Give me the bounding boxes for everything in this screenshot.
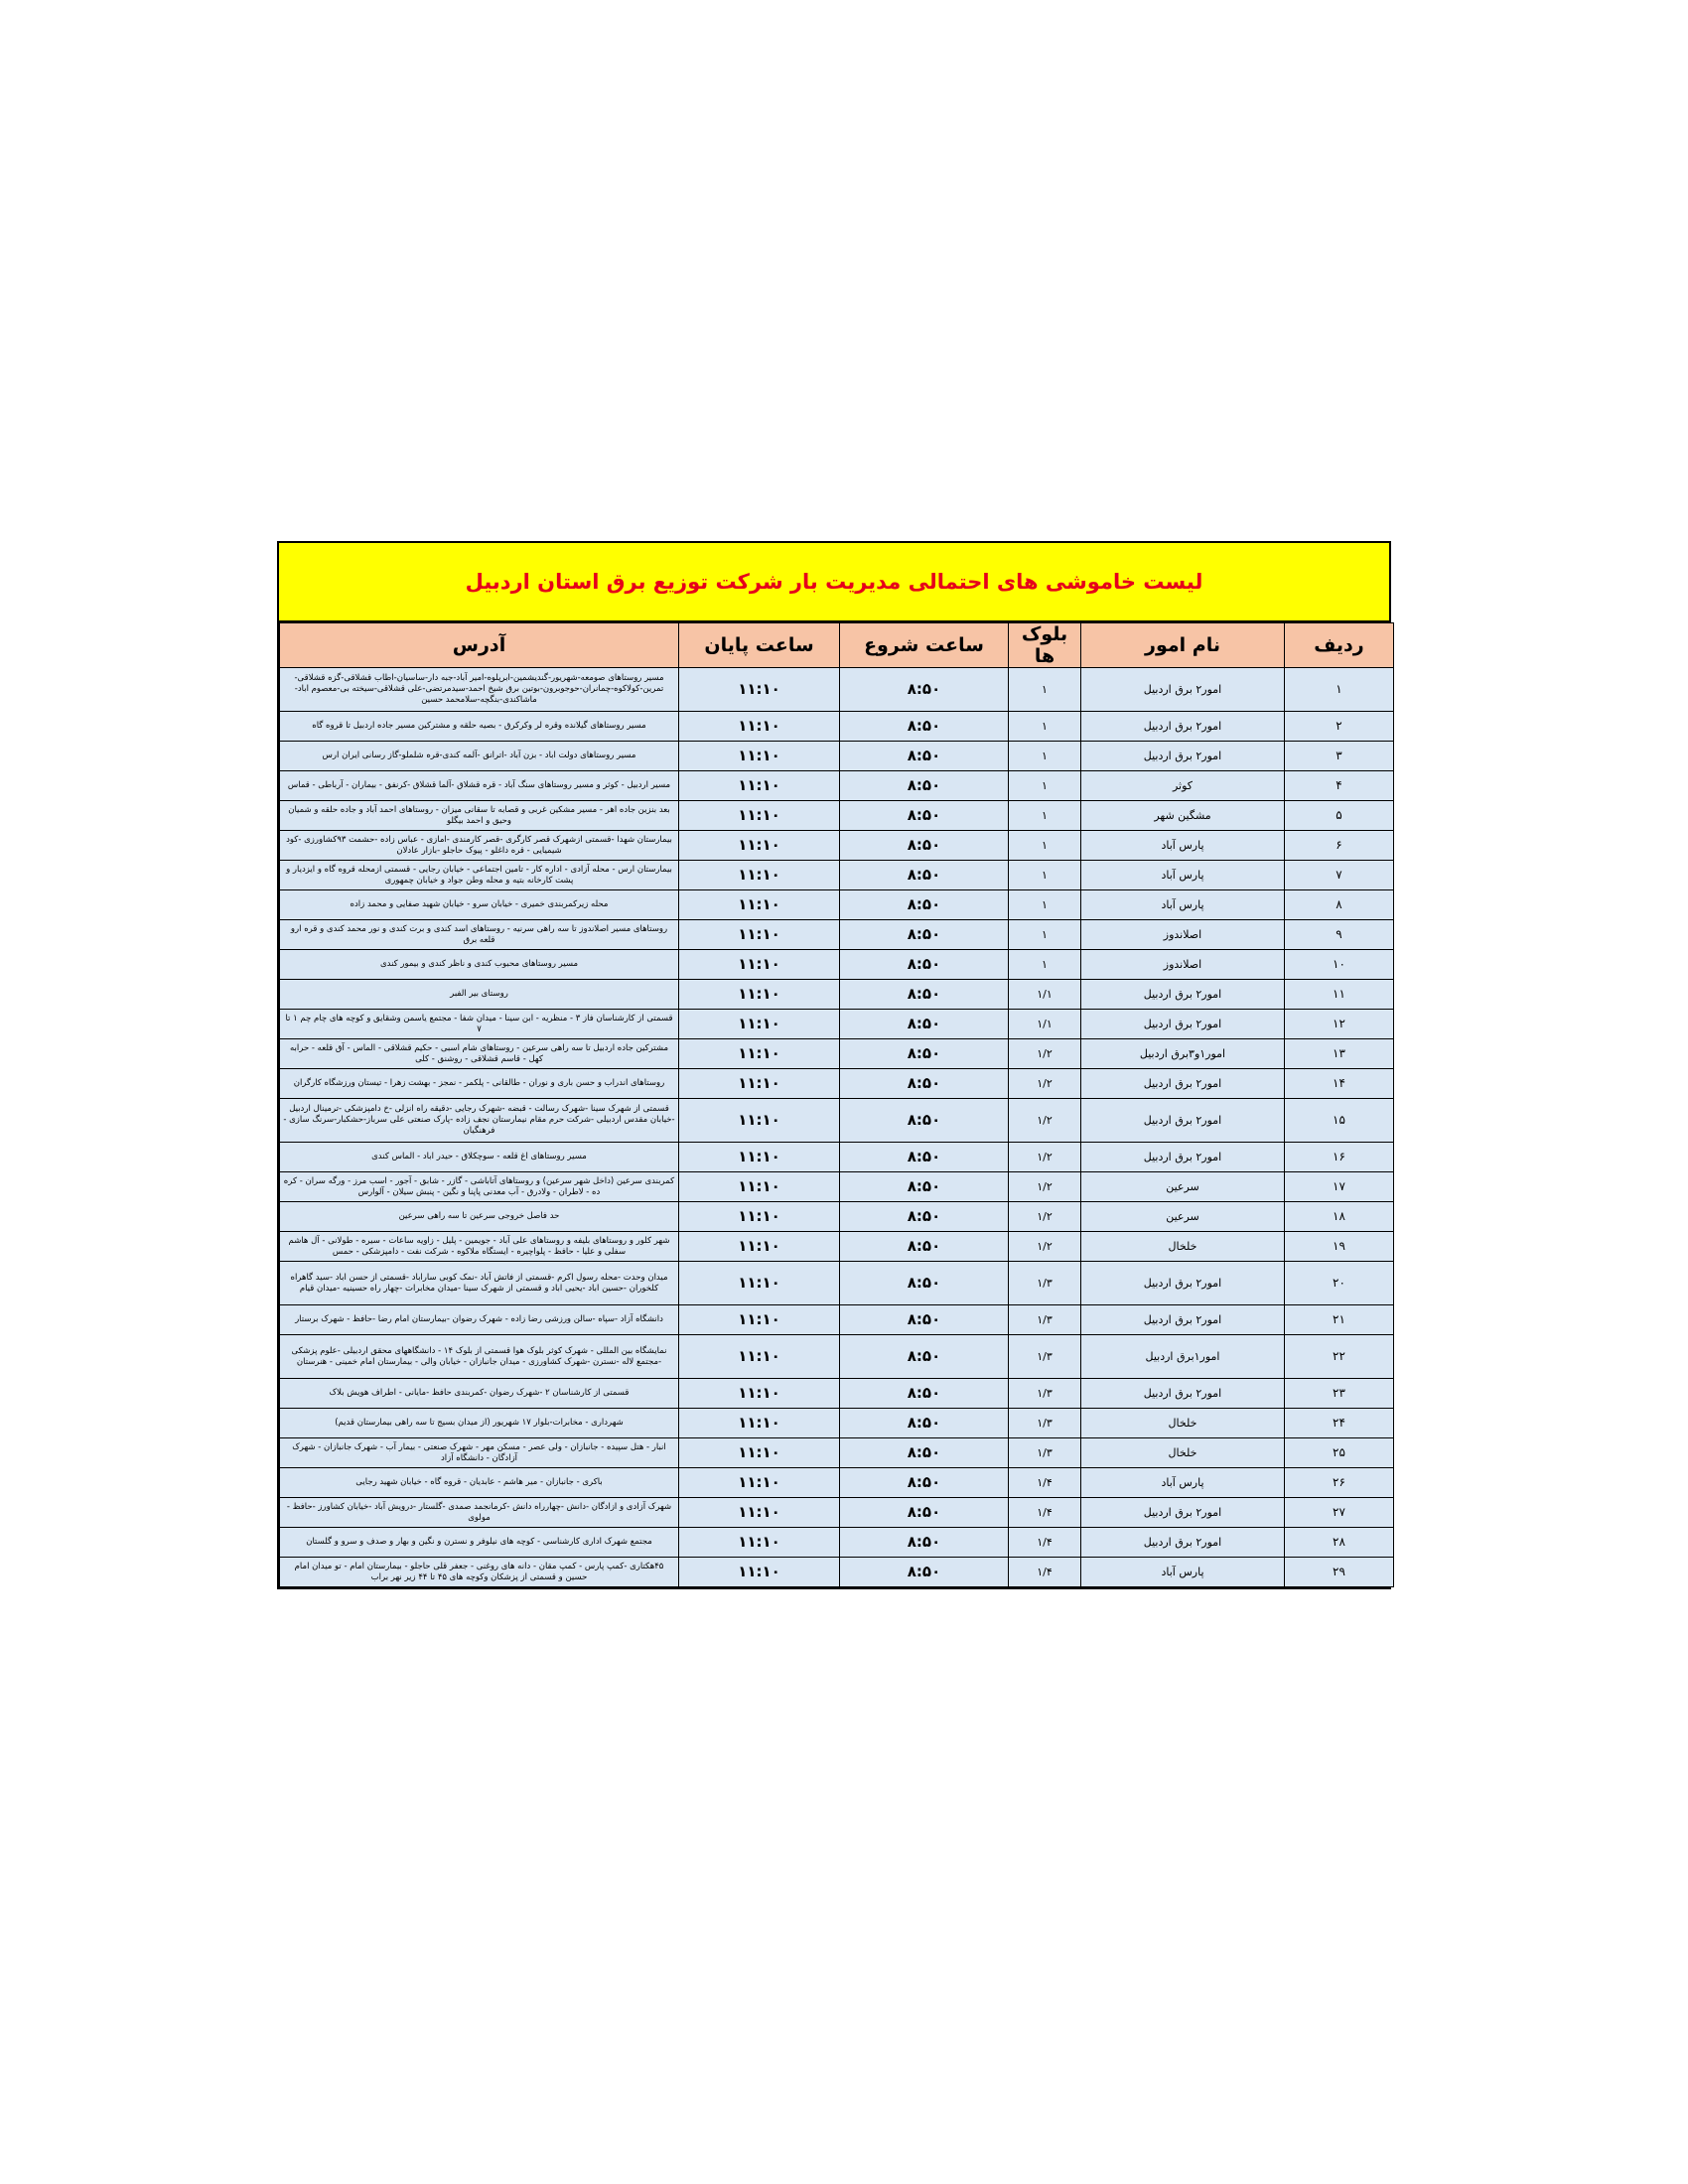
address: مجتمع شهرک اداری کارشناسی - کوچه های نیلوفر و نسترن و نگین و بهار و صدف و سرو و گلستان bbox=[280, 1528, 679, 1558]
table-row bbox=[280, 742, 1394, 771]
block-number: ۱/۴ bbox=[1009, 1558, 1081, 1587]
row-number: ۲۵ bbox=[1285, 1438, 1394, 1468]
start-time: ۸:۵۰ bbox=[840, 861, 1009, 890]
address: دانشگاه آزاد -سپاه -سالن ورزشی رضا زاده - شهرک رضوان -بیمارستان امام رضا -حافظ - شهرک برستار bbox=[280, 1305, 679, 1335]
end-time: ۱۱:۱۰ bbox=[679, 1379, 840, 1409]
block-number: ۱ bbox=[1009, 920, 1081, 950]
block-number: ۱/۳ bbox=[1009, 1335, 1081, 1379]
start-time: ۸:۵۰ bbox=[840, 831, 1009, 861]
end-time: ۱۱:۱۰ bbox=[679, 1438, 840, 1468]
row-number: ۲۴ bbox=[1285, 1409, 1394, 1438]
office-name: خلخال bbox=[1081, 1232, 1285, 1262]
block-number: ۱ bbox=[1009, 668, 1081, 712]
table-row bbox=[280, 1099, 1394, 1143]
row-number: ۲۶ bbox=[1285, 1468, 1394, 1498]
address: باکری - جانبازان - میر هاشم - عابدیان - قروه گاه - خیابان شهید رجایی bbox=[280, 1468, 679, 1498]
address: مسیر روستاهای صومعه-شهریور-گندیشمین-ابرپلوه-امیر آباد-جبه دار-ساسیان-اطاب قشلاقی-گزه قشلاقی-تمرین-کولاکوه-چمانران-حوجوبرون-بوتین برق شیخ احمد-سیدمرتضی-علی قشلاقی-سیخته بی-معصوم اباد-ماشاکندی-بنگچه-سلامحمد حسین bbox=[280, 668, 679, 712]
end-time: ۱۱:۱۰ bbox=[679, 1498, 840, 1528]
table-row bbox=[280, 801, 1394, 831]
end-time: ۱۱:۱۰ bbox=[679, 1010, 840, 1039]
start-time: ۸:۵۰ bbox=[840, 890, 1009, 920]
block-number: ۱ bbox=[1009, 890, 1081, 920]
office-name: سرعین bbox=[1081, 1172, 1285, 1202]
start-time: ۸:۵۰ bbox=[840, 1409, 1009, 1438]
start-time: ۸:۵۰ bbox=[840, 1010, 1009, 1039]
office-name: امور۲ برق اردبیل bbox=[1081, 1262, 1285, 1305]
address: قسمتی از شهرک سینا -شهرک رسالت - قبضه -شهرک رجایی -دقیقه راه انزلی -خ دامپزشکی -ترمینال اردبیل -خیابان مقدس اردبیلی -شرکت حرم مقام نیمارستان نجف زاده -پارک صنعتی علی سرباز-حشکبار-سرنگ سازی - فرهنگیان bbox=[280, 1099, 679, 1143]
header-office: نام امور bbox=[1081, 623, 1285, 668]
end-time: ۱۱:۱۰ bbox=[679, 1468, 840, 1498]
row-number: ۵ bbox=[1285, 801, 1394, 831]
block-number: ۱/۱ bbox=[1009, 980, 1081, 1010]
row-number: ۱۳ bbox=[1285, 1039, 1394, 1069]
start-time: ۸:۵۰ bbox=[840, 742, 1009, 771]
block-number: ۱/۲ bbox=[1009, 1069, 1081, 1099]
sheet-title: لیست خاموشی های احتمالی مدیریت بار شرکت توزیع برق استان اردبیل bbox=[465, 570, 1203, 594]
start-time: ۸:۵۰ bbox=[840, 1262, 1009, 1305]
office-name: پارس آباد bbox=[1081, 861, 1285, 890]
block-number: ۱/۲ bbox=[1009, 1099, 1081, 1143]
block-number: ۱/۳ bbox=[1009, 1379, 1081, 1409]
block-number: ۱ bbox=[1009, 712, 1081, 742]
office-name: خلخال bbox=[1081, 1409, 1285, 1438]
row-number: ۱۴ bbox=[1285, 1069, 1394, 1099]
address: مسیر روستاهای محبوب کندی و ناظر کندی و بیمور کندی bbox=[280, 950, 679, 980]
office-name: امور۲ برق اردبیل bbox=[1081, 742, 1285, 771]
table-row bbox=[280, 1438, 1394, 1468]
office-name: امور۲ برق اردبیل bbox=[1081, 1069, 1285, 1099]
start-time: ۸:۵۰ bbox=[840, 1528, 1009, 1558]
address: ۴۵هکتاری -کمپ پارس - کمپ مقان - دانه های روغنی - جعفر قلی حاجلو - بیمارستان امام - تو میدان امام حسین و قسمتی از پزشکان وکوچه های ۴۵ تا ۴۴ زیر نهر براب bbox=[280, 1558, 679, 1587]
row-number: ۲۷ bbox=[1285, 1498, 1394, 1528]
block-number: ۱/۲ bbox=[1009, 1039, 1081, 1069]
end-time: ۱۱:۱۰ bbox=[679, 920, 840, 950]
table-row bbox=[280, 1498, 1394, 1528]
row-number: ۱۲ bbox=[1285, 1010, 1394, 1039]
start-time: ۸:۵۰ bbox=[840, 801, 1009, 831]
start-time: ۸:۵۰ bbox=[840, 771, 1009, 801]
end-time: ۱۱:۱۰ bbox=[679, 771, 840, 801]
block-number: ۱/۲ bbox=[1009, 1202, 1081, 1232]
start-time: ۸:۵۰ bbox=[840, 1202, 1009, 1232]
row-number: ۱ bbox=[1285, 668, 1394, 712]
end-time: ۱۱:۱۰ bbox=[679, 1558, 840, 1587]
header-end-time: ساعت پایان bbox=[679, 623, 840, 668]
start-time: ۸:۵۰ bbox=[840, 950, 1009, 980]
address: بیمارستان ارس - محله آزادی - اداره کار - تامین اجتماعی - خیابان رجایی - قسمتی ازمحله قروه گاه و ایزدیار و پشت کارخانه بتیه و محله وطن جواد و خیابان چمهوری bbox=[280, 861, 679, 890]
start-time: ۸:۵۰ bbox=[840, 668, 1009, 712]
header-address: آدرس bbox=[280, 623, 679, 668]
office-name: امور۲ برق اردبیل bbox=[1081, 1305, 1285, 1335]
table-row bbox=[280, 1305, 1394, 1335]
address: بعد بنزین جاده اهر - مسیر مشکین غربی و قصابه تا سقانی میزان - روستاهای احمد آباد و جاده حلقه و شمیان وحیق و احمد بیگلو bbox=[280, 801, 679, 831]
table-body bbox=[280, 668, 1394, 1587]
office-name: امور۲ برق اردبیل bbox=[1081, 1498, 1285, 1528]
office-name: امور۲ برق اردبیل bbox=[1081, 668, 1285, 712]
start-time: ۸:۵۰ bbox=[840, 1305, 1009, 1335]
row-number: ۴ bbox=[1285, 771, 1394, 801]
table-row bbox=[280, 1172, 1394, 1202]
address: شهر کلور و روستاهای بلیفه و روستاهای علی آباد - جویمین - پلیل - زاویه ساعات - سیره - طولانی - آل هاشم سفلی و علیا - حافظ - پلواچیره - ایستگاه ملاکوه - شرکت نفت - دامپزشکی - حمس bbox=[280, 1232, 679, 1262]
office-name: اصلاندوز bbox=[1081, 920, 1285, 950]
start-time: ۸:۵۰ bbox=[840, 712, 1009, 742]
table-row bbox=[280, 1010, 1394, 1039]
row-number: ۲۲ bbox=[1285, 1335, 1394, 1379]
row-number: ۹ bbox=[1285, 920, 1394, 950]
table-row bbox=[280, 712, 1394, 742]
end-time: ۱۱:۱۰ bbox=[679, 890, 840, 920]
block-number: ۱ bbox=[1009, 950, 1081, 980]
row-number: ۱۱ bbox=[1285, 980, 1394, 1010]
address: حد فاصل خروجی سرعین تا سه راهی سرعین bbox=[280, 1202, 679, 1232]
row-number: ۷ bbox=[1285, 861, 1394, 890]
start-time: ۸:۵۰ bbox=[840, 1039, 1009, 1069]
address: مسیر روستاهای دولت اباد - بزن آباد -اترانق -آلمه کندی-قره شلملو-گاز رسانی ایران ارس bbox=[280, 742, 679, 771]
end-time: ۱۱:۱۰ bbox=[679, 1143, 840, 1172]
row-number: ۱۷ bbox=[1285, 1172, 1394, 1202]
block-number: ۱ bbox=[1009, 831, 1081, 861]
row-number: ۲۰ bbox=[1285, 1262, 1394, 1305]
office-name: پارس آباد bbox=[1081, 1468, 1285, 1498]
address: شهرک آزادی و ازادگان -دانش -چهارراه دانش -کرمانجمد صمدی -گلستار -درویش آباد -خیابان کشاورز -حافظ - مولوی bbox=[280, 1498, 679, 1528]
block-number: ۱ bbox=[1009, 861, 1081, 890]
block-number: ۱/۳ bbox=[1009, 1305, 1081, 1335]
address: مسیر اردبیل - کوثر و مسیر روستاهای سنگ آباد - قره قشلاق -آلما قشلاق -کرنفق - بیماران - آرباطی - قماس bbox=[280, 771, 679, 801]
office-name: امور۲ برق اردبیل bbox=[1081, 712, 1285, 742]
end-time: ۱۱:۱۰ bbox=[679, 1305, 840, 1335]
header-row bbox=[280, 623, 1394, 668]
office-name: امور۲ برق اردبیل bbox=[1081, 980, 1285, 1010]
table-row bbox=[280, 890, 1394, 920]
start-time: ۸:۵۰ bbox=[840, 1379, 1009, 1409]
address: روستاهای مسیر اصلاندوز تا سه راهی سرنیه - روستاهای اسد کندی و برت کندی و نور محمد کندی و قره ارو قلعه برق bbox=[280, 920, 679, 950]
start-time: ۸:۵۰ bbox=[840, 1069, 1009, 1099]
block-number: ۱/۳ bbox=[1009, 1438, 1081, 1468]
block-number: ۱/۳ bbox=[1009, 1262, 1081, 1305]
end-time: ۱۱:۱۰ bbox=[679, 1172, 840, 1202]
end-time: ۱۱:۱۰ bbox=[679, 742, 840, 771]
title-band bbox=[279, 543, 1389, 622]
address: مشترکین جاده اردبیل تا سه راهی سرعین - روستاهای شام اسبی - حکیم قشلاقی - الماس - آق قلعه - حرابه کهل - قاسم قشلاقی - روشنق - کلی bbox=[280, 1039, 679, 1069]
header-start-time: ساعت شروع bbox=[840, 623, 1009, 668]
end-time: ۱۱:۱۰ bbox=[679, 1039, 840, 1069]
table-row bbox=[280, 1379, 1394, 1409]
block-number: ۱/۴ bbox=[1009, 1468, 1081, 1498]
row-number: ۳ bbox=[1285, 742, 1394, 771]
table-row bbox=[280, 980, 1394, 1010]
table-row bbox=[280, 831, 1394, 861]
start-time: ۸:۵۰ bbox=[840, 1498, 1009, 1528]
row-number: ۲۳ bbox=[1285, 1379, 1394, 1409]
table-row bbox=[280, 1409, 1394, 1438]
end-time: ۱۱:۱۰ bbox=[679, 1335, 840, 1379]
start-time: ۸:۵۰ bbox=[840, 1143, 1009, 1172]
table-row bbox=[280, 1202, 1394, 1232]
header-blocks: بلوک ها bbox=[1009, 623, 1081, 668]
office-name: امور۲ برق اردبیل bbox=[1081, 1143, 1285, 1172]
block-number: ۱/۲ bbox=[1009, 1172, 1081, 1202]
address: انبار - هتل سپیده - جانبازان - ولی عصر - مسکن مهر - شهرک صنعتی - بیمار آب - شهرک جانبازان - شهرک آزادگان - دانشگاه آزاد bbox=[280, 1438, 679, 1468]
row-number: ۸ bbox=[1285, 890, 1394, 920]
block-number: ۱/۴ bbox=[1009, 1528, 1081, 1558]
block-number: ۱ bbox=[1009, 801, 1081, 831]
row-number: ۲۹ bbox=[1285, 1558, 1394, 1587]
office-name: امور۲ برق اردبیل bbox=[1081, 1099, 1285, 1143]
table-row bbox=[280, 1558, 1394, 1587]
row-number: ۱۹ bbox=[1285, 1232, 1394, 1262]
end-time: ۱۱:۱۰ bbox=[679, 950, 840, 980]
row-number: ۲۸ bbox=[1285, 1528, 1394, 1558]
end-time: ۱۱:۱۰ bbox=[679, 801, 840, 831]
start-time: ۸:۵۰ bbox=[840, 1438, 1009, 1468]
table-row bbox=[280, 1143, 1394, 1172]
table-row bbox=[280, 1232, 1394, 1262]
block-number: ۱/۴ bbox=[1009, 1498, 1081, 1528]
office-name: امور۱و۳برق اردبیل bbox=[1081, 1039, 1285, 1069]
address: کمربندی سرعین (داخل شهر سرعین) و روستاهای آتاباشی - گازر - شابق - آجور - اسب مرز - ورگه سران - کره ده - لاطران - ولادرق - آب معدنی پاپنا و نگین - پنبش سیلان - آلوارس bbox=[280, 1172, 679, 1202]
row-number: ۱۵ bbox=[1285, 1099, 1394, 1143]
address: میدان وحدت -محله رسول اکرم -قسمتی از فاتش آباد -نمک کوبی ساراباد -قسمتی از حسن اباد -سید گاهراه کلخوران -حسین اباد -یحیی اباد و قسمتی از شهرک سینا -میدان مخابرات -چهار راه حسینیه -میدان قیام bbox=[280, 1262, 679, 1305]
start-time: ۸:۵۰ bbox=[840, 1335, 1009, 1379]
end-time: ۱۱:۱۰ bbox=[679, 1409, 840, 1438]
table-row bbox=[280, 1335, 1394, 1379]
table-row bbox=[280, 920, 1394, 950]
address: محله زیرکمربندی خمیری - خیابان سرو - خیابان شهید صفایی و محمد زاده bbox=[280, 890, 679, 920]
row-number: ۶ bbox=[1285, 831, 1394, 861]
block-number: ۱/۱ bbox=[1009, 1010, 1081, 1039]
office-name: مشگین شهر bbox=[1081, 801, 1285, 831]
end-time: ۱۱:۱۰ bbox=[679, 1202, 840, 1232]
office-name: کوثر bbox=[1081, 771, 1285, 801]
block-number: ۱/۳ bbox=[1009, 1409, 1081, 1438]
table-row bbox=[280, 950, 1394, 980]
end-time: ۱۱:۱۰ bbox=[679, 1528, 840, 1558]
address: شهرداری - مخابرات-بلوار ۱۷ شهریور (از میدان بسیج تا سه راهی بیمارستان قدیم) bbox=[280, 1409, 679, 1438]
address: روستاهای اندراب و حسن باری و نوران - طالقانی - پلکمر - نمجز - بهشت زهرا - تیستان ورزشگاه کارگران bbox=[280, 1069, 679, 1099]
end-time: ۱۱:۱۰ bbox=[679, 831, 840, 861]
table-row bbox=[280, 1039, 1394, 1069]
table-row bbox=[280, 1262, 1394, 1305]
row-number: ۲۱ bbox=[1285, 1305, 1394, 1335]
table-row bbox=[280, 1528, 1394, 1558]
end-time: ۱۱:۱۰ bbox=[679, 712, 840, 742]
table-row bbox=[280, 771, 1394, 801]
office-name: امور۲ برق اردبیل bbox=[1081, 1528, 1285, 1558]
end-time: ۱۱:۱۰ bbox=[679, 861, 840, 890]
office-name: خلخال bbox=[1081, 1438, 1285, 1468]
office-name: سرعین bbox=[1081, 1202, 1285, 1232]
office-name: پارس آباد bbox=[1081, 1558, 1285, 1587]
office-name: امور۲ برق اردبیل bbox=[1081, 1379, 1285, 1409]
table-row bbox=[280, 1069, 1394, 1099]
end-time: ۱۱:۱۰ bbox=[679, 1232, 840, 1262]
end-time: ۱۱:۱۰ bbox=[679, 1069, 840, 1099]
office-name: پارس آباد bbox=[1081, 890, 1285, 920]
end-time: ۱۱:۱۰ bbox=[679, 1099, 840, 1143]
block-number: ۱/۲ bbox=[1009, 1232, 1081, 1262]
address: بیمارستان شهدا -قسمتی ازشهرک قصر کارگری -قصر کارمندی -امازی - عباس زاده -حشمت ۹۳کشاورزی -کود شیمیایی - قره داغلو - پیوک حاجلو -بازار عادلان bbox=[280, 831, 679, 861]
address: نمایشگاه بین المللی - شهرک کوثر بلوک هوا قسمتی از بلوک ۱۴ - دانشگاههای محقق اردبیلی -علوم پزشکی -مجتمع لاله -نسترن -شهرک کشاورزی - میدان جانبازان - خیابان والی - بیمارستان امام خمینی - هنرستان bbox=[280, 1335, 679, 1379]
end-time: ۱۱:۱۰ bbox=[679, 980, 840, 1010]
start-time: ۸:۵۰ bbox=[840, 1232, 1009, 1262]
office-name: امور۲ برق اردبیل bbox=[1081, 1010, 1285, 1039]
row-number: ۱۰ bbox=[1285, 950, 1394, 980]
row-number: ۱۸ bbox=[1285, 1202, 1394, 1232]
end-time: ۱۱:۱۰ bbox=[679, 668, 840, 712]
row-number: ۱۶ bbox=[1285, 1143, 1394, 1172]
table-row bbox=[280, 1468, 1394, 1498]
outage-sheet bbox=[277, 541, 1391, 1589]
address: قسمتی از کارشناسان فاز ۳ - منظریه - ابن سینا - میدان شفا - مجتمع یاسمن وشقایق و کوچه های چام چم ۱ تا ۷ bbox=[280, 1010, 679, 1039]
office-name: اصلاندوز bbox=[1081, 950, 1285, 980]
address: مسیر روستاهای اغ قلعه - سوچکلاق - حیدر اباد - الماس کندی bbox=[280, 1143, 679, 1172]
address: روستای بیر الفبر bbox=[280, 980, 679, 1010]
start-time: ۸:۵۰ bbox=[840, 1172, 1009, 1202]
start-time: ۸:۵۰ bbox=[840, 920, 1009, 950]
outage-table bbox=[279, 622, 1394, 1587]
address: قسمتی از کارشناسان ۲ -شهرک رضوان -کمربندی حافظ -مایانی - اطراف هویش بلاک bbox=[280, 1379, 679, 1409]
office-name: امور۱برق اردبیل bbox=[1081, 1335, 1285, 1379]
block-number: ۱ bbox=[1009, 771, 1081, 801]
address: مسیر روستاهای گیلانده وقره لر وکرکرق - بصیه حلقه و مشترکین مسیر جاده اردبیل تا قروه گاه bbox=[280, 712, 679, 742]
start-time: ۸:۵۰ bbox=[840, 1558, 1009, 1587]
table-row bbox=[280, 668, 1394, 712]
end-time: ۱۱:۱۰ bbox=[679, 1262, 840, 1305]
table-row bbox=[280, 861, 1394, 890]
office-name: پارس آباد bbox=[1081, 831, 1285, 861]
row-number: ۲ bbox=[1285, 712, 1394, 742]
start-time: ۸:۵۰ bbox=[840, 1468, 1009, 1498]
start-time: ۸:۵۰ bbox=[840, 1099, 1009, 1143]
block-number: ۱/۲ bbox=[1009, 1143, 1081, 1172]
start-time: ۸:۵۰ bbox=[840, 980, 1009, 1010]
block-number: ۱ bbox=[1009, 742, 1081, 771]
header-row-number: ردیف bbox=[1285, 623, 1394, 668]
